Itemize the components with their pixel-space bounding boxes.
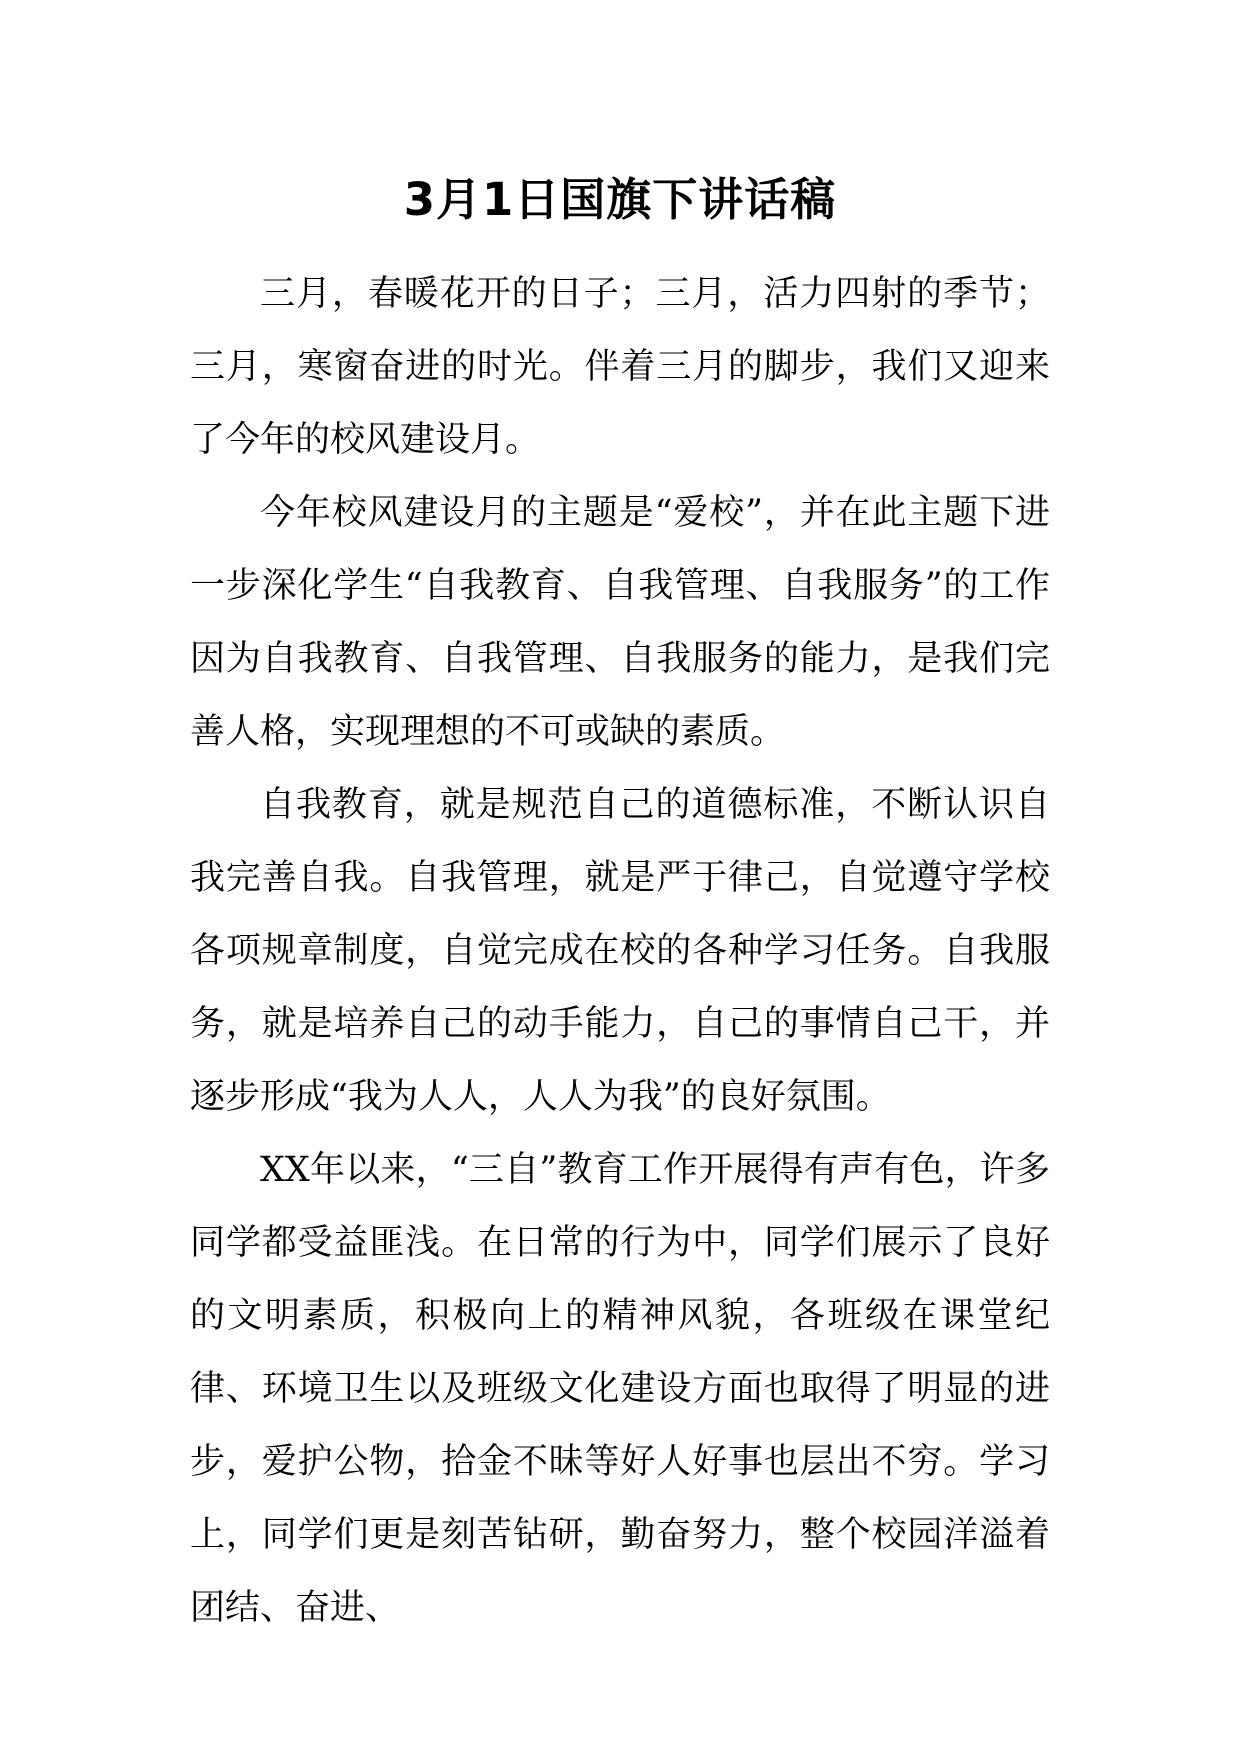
paragraph: 今年校风建设月的主题是“爱校”，并在此主题下进一步深化学生“自我教育、自我管理、自我服务”的工作因为自我教育、自我管理、自我服务的能力，是我们完善人格，实现理想的不可或缺的素质。	[190, 493, 1050, 752]
paragraph: 三月，春暖花开的日子；三月，活力四射的季节；三月，寒窗奋进的时光。伴着三月的脚步，我们又迎来了今年的校风建设月。	[190, 274, 1050, 460]
paragraph: XX年以来，“三自”教育工作开展得有声有色，许多同学都受益匪浅。在日常的行为中，同学们展示了良好的文明素质，积极向上的精神风貌，各班级在课堂纪律、环境卫生以及班级文化建设方面也取得了明显的进步，爱护公物，拾金不昧等好人好事也层出不穷。学习上，同学们更是刻苦钻研，勤奋努力，整个校园洋溢着团结、奋进、	[190, 1150, 1050, 1628]
paragraph: 自我教育，就是规范自己的道德标准，不断认识自我完善自我。自我管理，就是严于律己，自觉遵守学校各项规章制度，自觉完成在校的各种学习任务。自我服务，就是培养自己的动手能力，自己的事情自己干，并逐步形成“我为人人，人人为我”的良好氛围。	[190, 785, 1050, 1117]
document-title: 3月1日国旗下讲话稿	[403, 173, 837, 226]
document-body	[190, 258, 1050, 1628]
